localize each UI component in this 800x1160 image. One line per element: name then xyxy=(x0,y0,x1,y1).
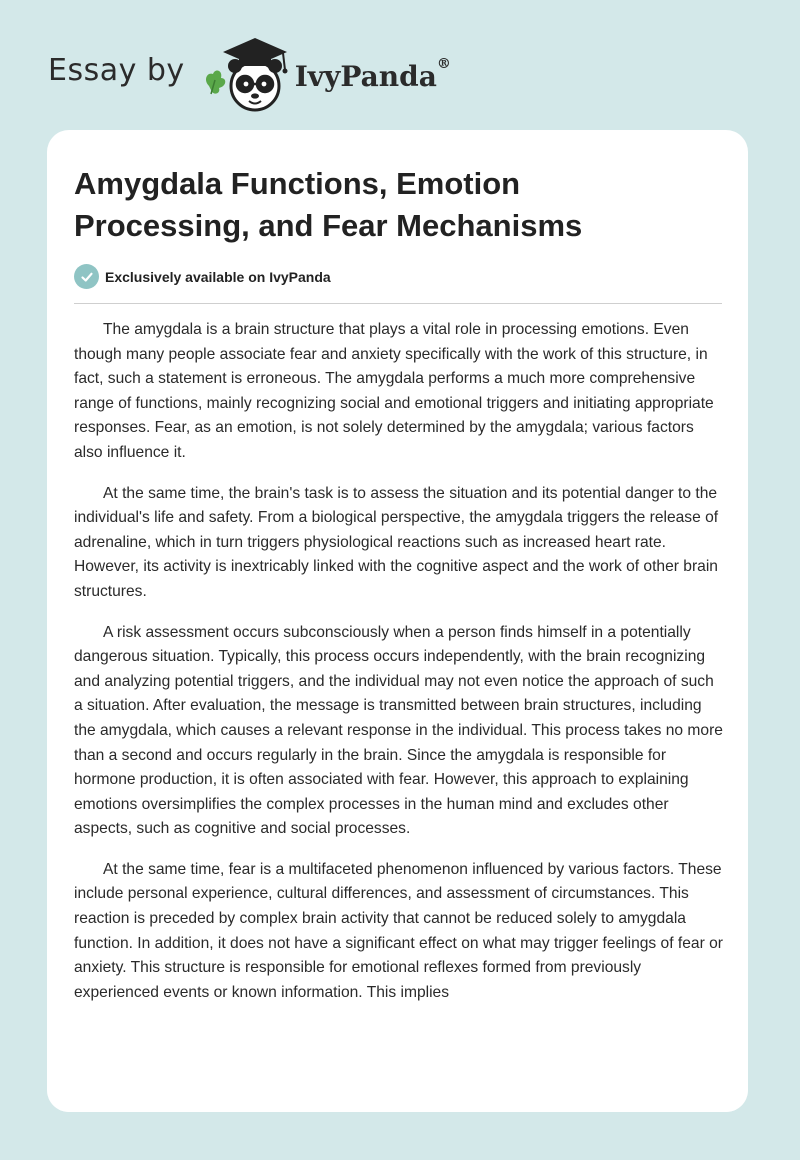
essay-by-label: Essay by xyxy=(48,52,185,88)
essay-body xyxy=(74,318,726,1021)
essay-paragraph: At the same time, fear is a multifaceted phenomenon influenced by various factors. These include personal experience, cultural differences, and assessment of circumstances. This reaction is preceded by complex brain activity that cannot be reduced solely to amygdala function. In addition, it does not have a significant effect on what may trigger feelings of fear or anxiety. This structure is responsible for emotional reflexes formed from previously experienced events or known information. This implies xyxy=(74,860,723,1001)
brand-name[interactable] xyxy=(294,55,451,93)
essay-paragraph: A risk assessment occurs subconsciously when a person finds himself in a potentially dangerous situation. Typically, this process occurs independently, with the brain recognizing and analyzing potential triggers, and the individual may not even notice the approach of such a situation. After evaluation, the message is transmitted between brain structures, including the amygdala, which causes a relevant response in the individual. This process takes no more than a second and occurs regularly in the brain. Since the amygdala is responsible for hormone production, it is often associated with fear. However, this approach to explaining emotions oversimplifies the complex processes in the human mind and excludes other aspects, such as cognitive and social processes. xyxy=(74,623,723,838)
ivy-leaf-icon xyxy=(206,71,225,94)
essay-title: Amygdala Functions, Emotion Processing, and Fear Mechanisms xyxy=(74,166,583,243)
brand-text: IvyPanda xyxy=(294,59,437,93)
check-circle-icon xyxy=(74,264,99,289)
registered-mark: ® xyxy=(436,55,451,72)
essay-paragraph: The amygdala is a brain structure that plays a vital role in processing emotions. Even though many people associate fear and anxiety specifically with the work of this structure, in fact, such a statement is erroneous. The amygdala performs a much more comprehensive range of functions, mainly recognizing social and emotional triggers and initiating appropriate responses. Fear, as an emotion, is not solely determined by the amygdala; various factors also influence it. xyxy=(74,321,714,461)
essay-card xyxy=(47,130,748,1112)
site-header xyxy=(48,34,451,114)
panda-graduate-logo-icon xyxy=(201,34,293,114)
title-divider xyxy=(74,303,722,304)
ivypanda-logo[interactable] xyxy=(201,34,293,114)
exclusive-badge xyxy=(74,264,331,289)
essay-paragraph: At the same time, the brain's task is to assess the situation and its potential danger to the individual's life and safety. From a biological perspective, the amygdala triggers the release of adrenaline, which in turn triggers physiological reactions such as increased heart rate. However, its activity is inextricably linked with the cognitive aspect and the work of other brain structures. xyxy=(74,484,719,600)
content-fade-overlay xyxy=(47,1072,748,1112)
exclusive-badge-label: Exclusively available on IvyPanda xyxy=(105,268,331,285)
